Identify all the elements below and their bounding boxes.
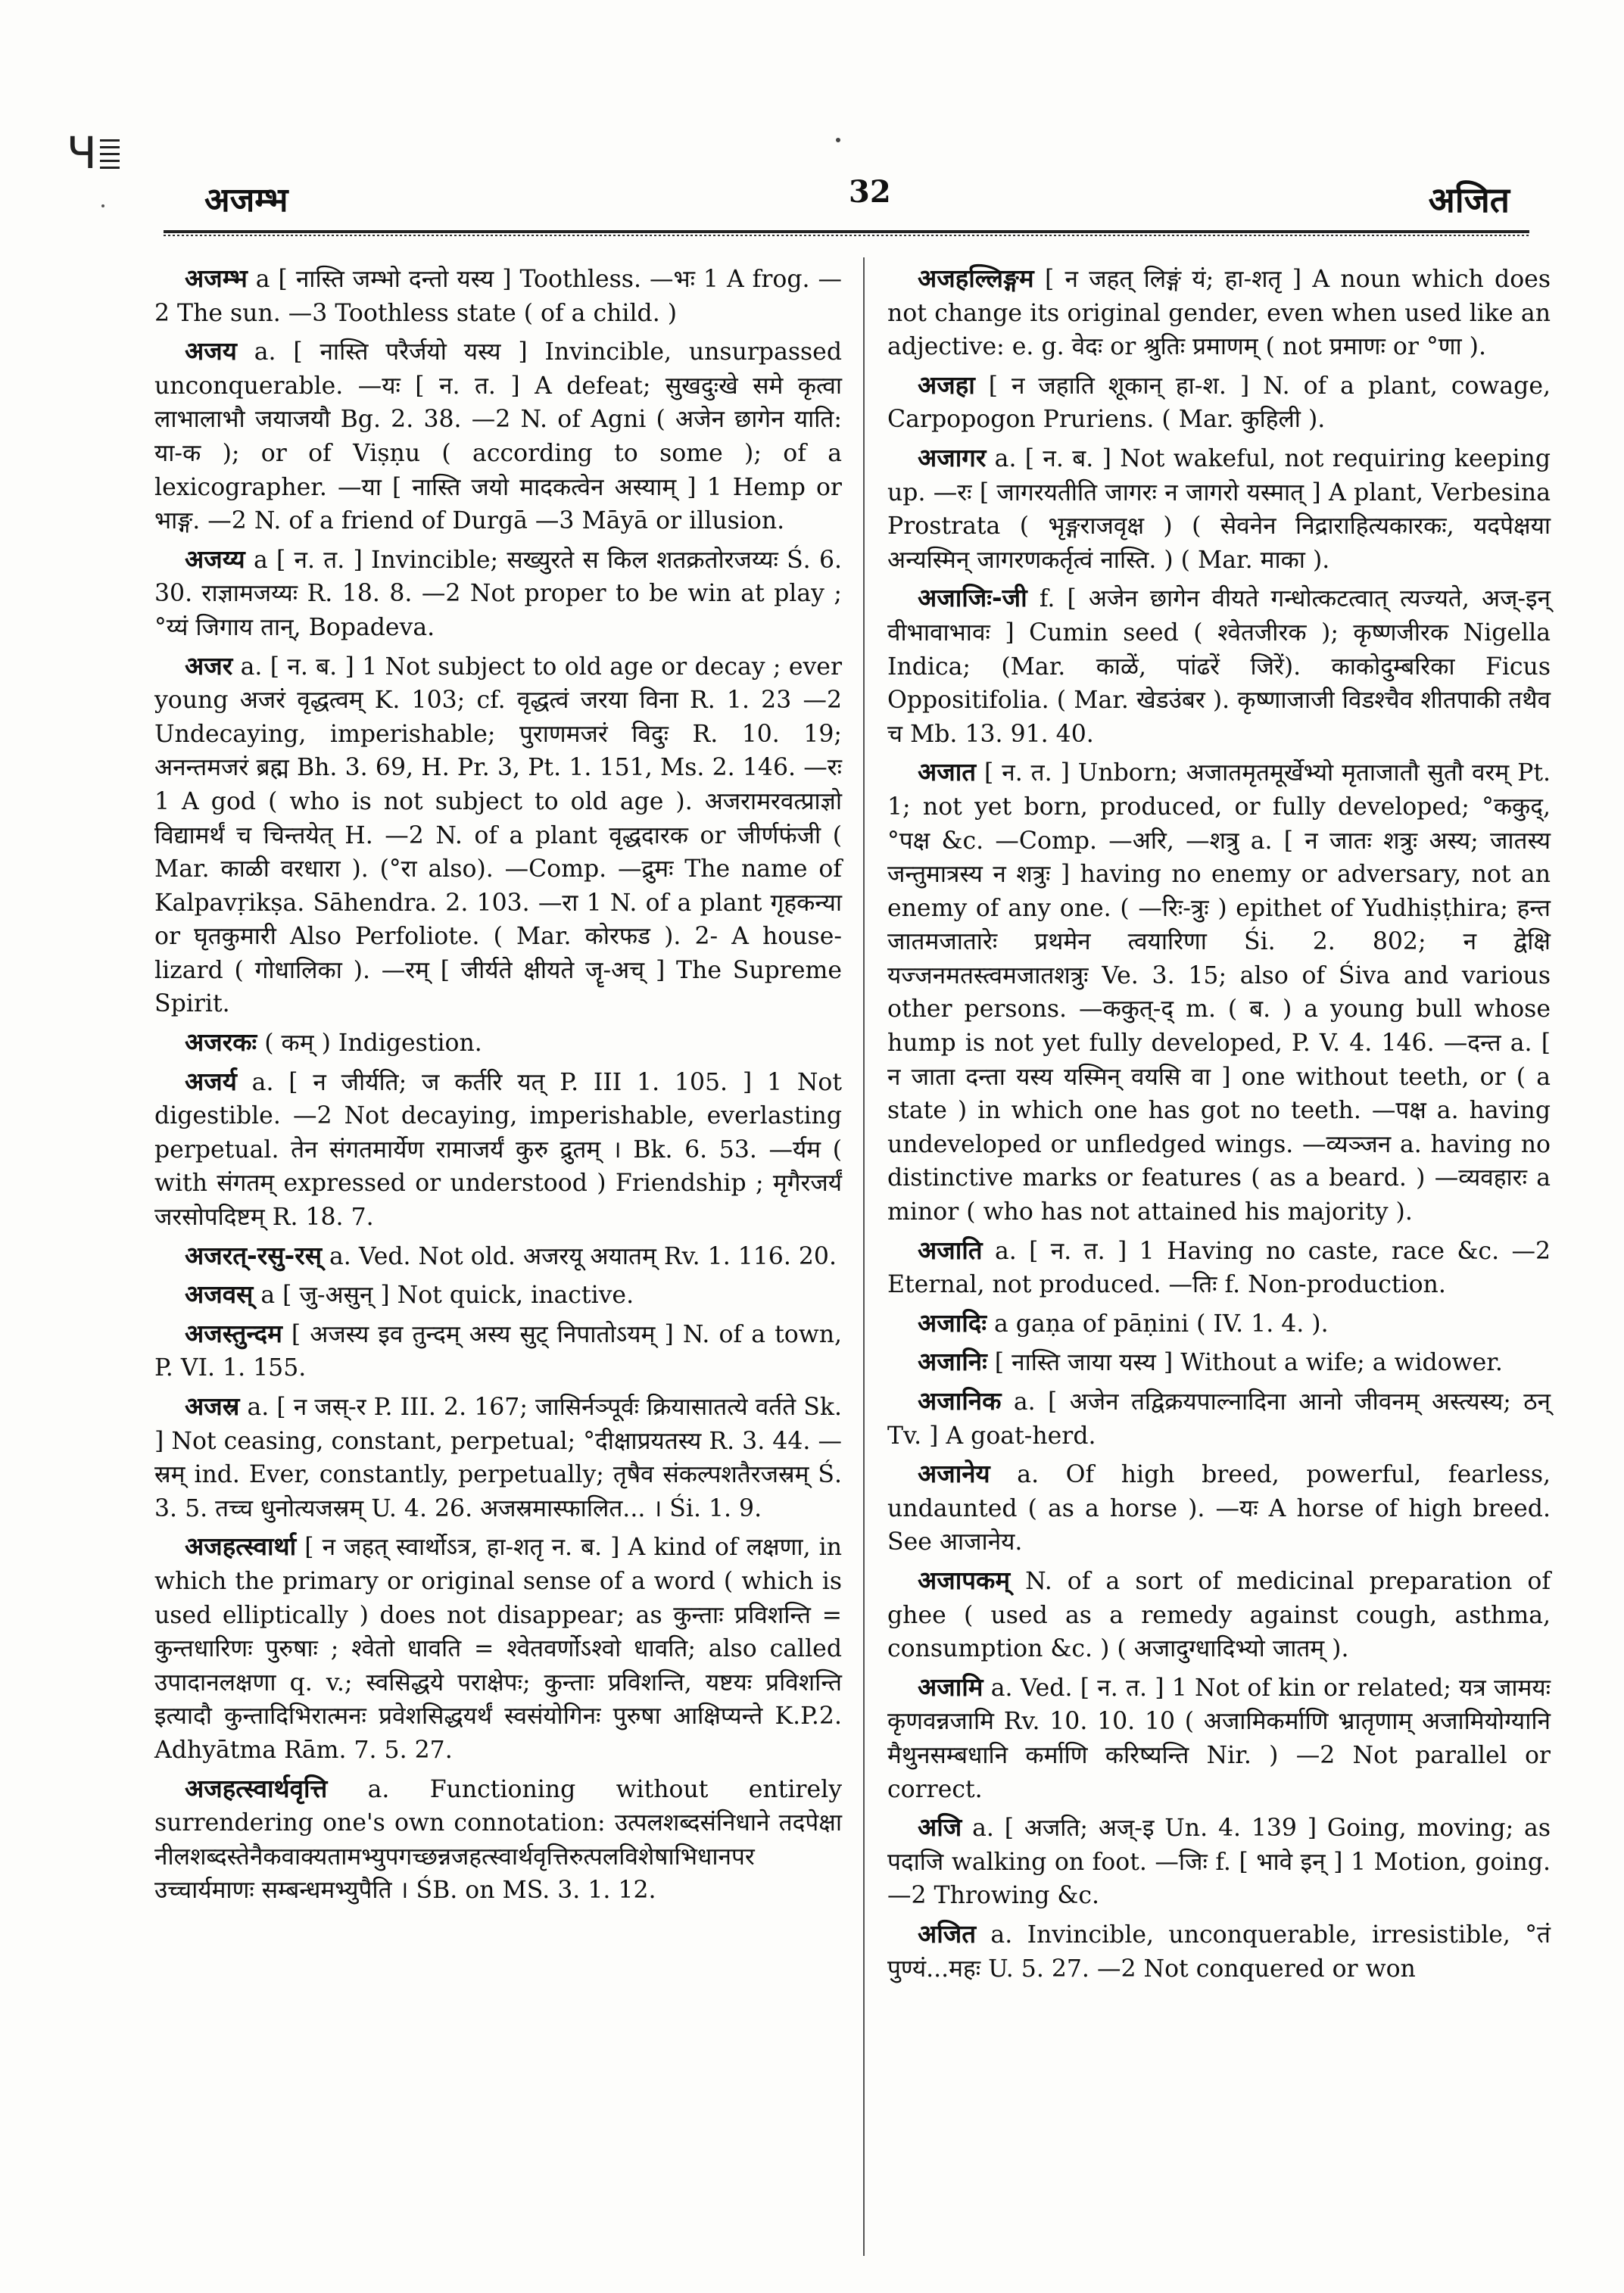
dictionary-entry xyxy=(154,1317,842,1385)
entry-definition: [ नास्ति जाया यस्य ] Without a wife; a widower. xyxy=(994,1349,1503,1377)
header-left-headword: अजम्भ xyxy=(204,181,288,220)
entry-definition: a. [ न. त. ] 1 Having no caste, race &c. —2 Eternal, not produced. —तिः f. Non-production. xyxy=(887,1237,1551,1299)
dictionary-entry xyxy=(154,1390,842,1525)
dictionary-entry xyxy=(154,1530,842,1767)
entry-headword: अजागर xyxy=(918,442,987,472)
entry-definition: [ न जहाति शूकान् हा-श. ] N. of a plant, cowage, Carpopogon Pruriens. ( Mar. कुहिली ). xyxy=(887,372,1551,434)
dictionary-entry xyxy=(887,1671,1551,1806)
dictionary-entry xyxy=(154,1065,842,1235)
dictionary-entry xyxy=(887,262,1551,364)
entry-definition: a [ न. त. ] Invincible; सख्युरते स किल शतक्रतोरजय्यः Ś. 6. 30. राज्ञामजय्यः R. 18. 8. —2 Not proper to be win at play ; °य्यं जिगाय तान्, Bopadeva. xyxy=(154,546,843,641)
entry-definition: [ न जहत् स्वार्थोऽत्र, हा-शतृ न. ब. ] A kind of लक्षणा, in which the primary or original sense of a word ( which is used elliptically ) does not disappear; as कुन्ताः प्रविशन्ति = कुन्तधारिणः पुरुषाः ; श्वेतो धावति = श्वेतवर्णोऽश्वो धावति; also called उपादानलक्षणा q. v.; स्वसिद्धये पराक्षेपः; कुन्ताः प्रविशन्ति, यष्टयः प्रविशन्ति इत्यादौ कुन्तादिभिरात्मनः प्रवेशसिद्धयर्थं स्वसंयोगिनः पुरुषा आक्षिप्यन्ते K.P.2. Adhyātma Rām. 7. 5. 27. xyxy=(154,1534,842,1764)
entry-definition: a. Functioning without entirely surrendering one's own connotation: उत्पलशब्दसंनिधाने तदपेक्षा नीलशब्दस्तेनैकवाक्यतामभ्युपगच्छन्नजहत्स्वार्थवृत्तिरुत्पलविशेषाभिधानपर उच्चार्यमाणः सम्बन्धमभ्युपैति । ŚB. on MS. 3. 1. 12. xyxy=(154,1775,842,1905)
dictionary-entry xyxy=(887,581,1551,751)
entry-definition: a [ जु-असुन् ] Not quick, inactive. xyxy=(260,1282,634,1310)
entry-definition: a. Of high breed, powerful, fearless, undaunted ( as a horse ). —यः A horse of high breed. See आजानेय. xyxy=(887,1461,1551,1556)
entry-definition: a. Invincible, unconquerable, irresistible, °तं पुण्यं...महः U. 5. 27. —2 Not conquered or won xyxy=(887,1921,1551,1983)
entry-headword: अजाजिः-जी xyxy=(918,583,1027,613)
entry-headword: अजम्भ xyxy=(185,263,248,293)
dictionary-entry xyxy=(154,335,842,538)
entry-definition: a [ नास्ति जम्भो दन्तो यस्य ] Toothless. —भः 1 A frog. —2 The sun. —3 Toothless state ( of a child. ) xyxy=(154,266,843,327)
entry-headword: अजानेय xyxy=(918,1459,990,1489)
entry-definition: a. Ved. [ न. त. ] 1 Not of kin or related; यत्र जामयः कृणवन्नजामि Rv. 10. 10. 10 ( अजामिकर्माणि भ्रातृणाम् अजामियोग्यानि मैथुनसम्बधानि कर्माणि करिष्यन्ति Nir. ) —2 Not parallel or correct. xyxy=(887,1674,1551,1803)
entry-definition: [ अजस्य इव तुन्दम् अस्य सुट् निपातोऽयम् ] N. of a town, P. VI. 1. 155. xyxy=(154,1320,843,1382)
dictionary-entry xyxy=(154,1239,842,1274)
entry-headword: अजवस् xyxy=(185,1279,254,1310)
dictionary-entry xyxy=(887,1307,1551,1341)
entry-headword: अजरत्-रसु-रस् xyxy=(185,1240,323,1270)
entry-headword: अजित xyxy=(918,1918,977,1949)
entry-headword: अजानिक xyxy=(918,1386,1002,1416)
dictionary-entry xyxy=(154,543,842,645)
dictionary-entry xyxy=(887,1234,1551,1302)
entry-headword: अजानिः xyxy=(918,1347,987,1377)
entry-headword: अजहत्स्वार्थवृत्ति xyxy=(185,1773,328,1803)
dictionary-entry xyxy=(887,369,1551,437)
corner-stamp-icon: Ч xyxy=(67,127,120,179)
entry-definition: f. [ अजेन छागेन वीयते गन्धोत्कटत्वात् त्यज्यते, अज्-इन् वीभावाभावः ] Cumin seed ( श्वेतजीरक ); कृष्णजीरक Nigella Indica; (Mar. काळें, पांढरें जिरें). काकोदुम्बरिका Ficus Oppositifolia. ( Mar. खेडउंबर ). कृष्णाजाजी विडश्चैव शीतपाकी तथैव च Mb. 13. 91. 40. xyxy=(887,585,1551,748)
entry-definition: a. [ नास्ति परैर्जयो यस्य ] Invincible, unsurpassed unconquerable. —यः [ न. त. ] A defeat; सुखदुःखे समे कृत्वा लाभालाभौ जयाजयौ Bg. 2. 38. —2 N. of Agni ( अजेन छागेन याति: या-क ); or of Viṣṇu ( according to some ); of a lexicographer. —या [ नास्ति जयो मादकत्वेन अस्याम् ] 1 Hemp or भाङ्ग. —2 N. of a friend of Durgā —3 Māyā or illusion. xyxy=(154,338,842,535)
right-column xyxy=(887,262,1551,1990)
left-column xyxy=(154,262,842,1912)
entry-headword: अजर्य xyxy=(185,1066,237,1096)
entry-headword: अजरकः xyxy=(185,1027,257,1058)
dictionary-entry xyxy=(887,1385,1551,1453)
dictionary-entry xyxy=(887,756,1551,1229)
entry-definition: a. Ved. Not old. अजरयू अयातम् Rv. 1. 116. 20. xyxy=(329,1242,837,1270)
entry-definition: [ न. त. ] Unborn; अजातमृतमूर्खेभ्यो मृताजातौ सुतौ वरम् Pt. 1; not yet born, produced, or fully developed; °ककुद्, °पक्ष &c. —Comp. —अरि, —शत्रु a. [ न जातः शत्रुः अस्य; जातस्य जन्तुमात्रस्य न शत्रुः ] having no enemy or adversary, not an enemy of any one. ( —रिः-त्रुः ) epithet of Yudhiṣṭhira; हन्त जातमजातारेः प्रथमेन त्वयारिणा Śi. 2. 802; न द्वेक्षि यज्जनमतस्त्वमजातशत्रुः Ve. 3. 15; also of Śiva and various other persons. —ककुत्-द् m. ( ब. ) a young bull whose hump is not yet fully developed, P. V. 4. 146. —दन्त a. [ न जाता दन्ता यस्य यस्मिन् वयसि वा ] one without teeth, or ( a state ) in which one has got no teeth. —पक्ष a. having undeveloped or unfledged wings. —व्यञ्जन a. having no distinctive marks or features ( as a beard. ) —व्यवहारः a minor ( who has not attained his majority ). xyxy=(887,759,1551,1226)
entry-definition: a. [ अजति; अज्-इ Un. 4. 139 ] Going, moving; as पदाजि walking on foot. —जिः f. [ भावे इन् ] 1 Motion, going. —2 Throwing &c. xyxy=(887,1815,1551,1910)
header-right-headword: अजित xyxy=(1428,179,1510,220)
entry-headword: अजस्तुन्दम xyxy=(185,1318,282,1348)
entry-definition: a gaṇa of pāṇini ( IV. 1. 4. ). xyxy=(994,1310,1329,1338)
dictionary-entry xyxy=(154,262,842,330)
entry-headword: अजहत्स्वार्था xyxy=(185,1531,297,1562)
header-rule xyxy=(164,230,1529,233)
entry-definition: N. of a sort of medicinal preparation of ghee ( used as a remedy against cough, asthma, consumption &c. ) ( अजादुग्धादिभ्यो जातम् ). xyxy=(887,1567,1551,1663)
dictionary-entry xyxy=(887,1457,1551,1559)
dictionary-entry xyxy=(887,1345,1551,1380)
entry-definition: ( कम् ) Indigestion. xyxy=(264,1030,482,1058)
entry-definition: a. [ न. ब. ] 1 Not subject to old age or decay ; ever young अजरं वृद्धत्वम् K. 103; cf. वृद्धत्वं जरया विना R. 1. 23 —2 Undecaying, imperishable; पुराणमजरं विदुः R. 10. 19; अनन्तमजरं ब्रह्म Bh. 3. 69, H. Pr. 3, Pt. 1. 151, Ms. 2. 146. —रः 1 A god ( who is not subject to old age ). अजरामरवत्प्राज्ञो विद्यामर्थं च चिन्तयेत् H. —2 N. of a plant वृद्धदारक or जीर्णफंजी ( Mar. काळी वरधारा ). (°रा also). —Comp. —द्रुमः The name of Kalpavṛikṣa. Sāhendra. 2. 103. —रा 1 N. of a plant गृहकन्या or घृतकुमारी Also Perfoliote. ( Mar. कोरफड ). 2- A house-lizard ( गोधालिका ). —रम् [ जीर्यते क्षीयते जॄ-अच् ] The Supreme Spirit. xyxy=(154,653,843,1018)
dictionary-entry xyxy=(887,1564,1551,1666)
entry-definition: [ न जहत् लिङ्गं यं; हा-शतृ ] A noun which does not change its original gender, even when used like an adjective: e. g. वेदः or श्रुतिः प्रमाणम् ( not प्रमाणः or °णा ). xyxy=(887,266,1551,361)
page-number: 32 xyxy=(849,174,891,210)
entry-definition: a. [ न जस्-र P. III. 2. 167; जासिर्नञ्पूर्वः क्रियासातत्ये वर्तते Sk. ] Not ceasing, constant, perpetual; °दीक्षाप्रयतस्य R. 3. 44. —स्रम् ind. Ever, constantly, perpetually; तृषैव संकल्पशतैरजस्रम् Ś. 3. 5. तच्च धुनोत्यजस्रम् U. 4. 26. अजस्रमास्फालित... । Śi. 1. 9. xyxy=(154,1394,842,1522)
entry-headword: अजात xyxy=(918,757,977,787)
dictionary-entry xyxy=(154,650,842,1022)
entry-headword: अजर xyxy=(185,650,233,681)
entry-definition: a. [ अजेन तद्विक्रयपाल्नादिना आनो जीवनम् अस्त्यस्य; ठन् Tv. ] A goat-herd. xyxy=(887,1388,1551,1450)
entry-definition: a. [ न जीर्यति; ज कर्तरि यत् P. III 1. 105. ] 1 Not digestible. —2 Not decaying, imperishable, everlasting perpetual. तेन संगतमार्येण रामाजर्यं कुरु द्रुतम् । Bk. 6. 53. —र्यम ( with संगतम् expressed or understood ) Friendship ; मृगैरजर्यं जरसोपदिष्टम् R. 18. 7. xyxy=(154,1068,842,1232)
dictionary-entry xyxy=(154,1772,842,1908)
dictionary-entry xyxy=(887,1918,1551,1986)
entry-headword: अजादिः xyxy=(918,1307,987,1338)
dictionary-entry xyxy=(887,441,1551,577)
entry-headword: अजय्य xyxy=(185,544,245,574)
column-divider xyxy=(863,257,865,2256)
page-header xyxy=(164,173,1529,229)
entry-headword: अजापकम् xyxy=(918,1565,1011,1595)
entry-headword: अजस्र xyxy=(185,1391,240,1421)
entry-headword: अजामि xyxy=(918,1671,983,1702)
entry-headword: अजहा xyxy=(918,369,975,400)
dictionary-entry xyxy=(887,1811,1551,1913)
dictionary-entry xyxy=(154,1026,842,1061)
entry-definition: a. [ न. ब. ] Not wakeful, not requiring keeping up. —रः [ जागरयतीति जागरः न जागरो यस्मात् ] A plant, Verbesina Prostrata ( भृङ्गराजवृक्ष ) ( सेवनेन निद्राराहित्यकारकः, यदपेक्षया अन्यस्मिन् जागरणकर्तृत्वं नास्ति. ) ( Mar. माका ). xyxy=(887,444,1551,574)
header-rule-dotted xyxy=(164,235,1529,236)
ink-speck xyxy=(836,138,840,142)
entry-headword: अजय xyxy=(185,336,237,366)
entry-headword: अजि xyxy=(918,1812,962,1843)
entry-headword: अजहल्लिङ्गम xyxy=(918,263,1034,293)
ink-speck xyxy=(101,204,104,207)
entry-headword: अजाति xyxy=(918,1235,983,1265)
dictionary-entry xyxy=(154,1278,842,1313)
